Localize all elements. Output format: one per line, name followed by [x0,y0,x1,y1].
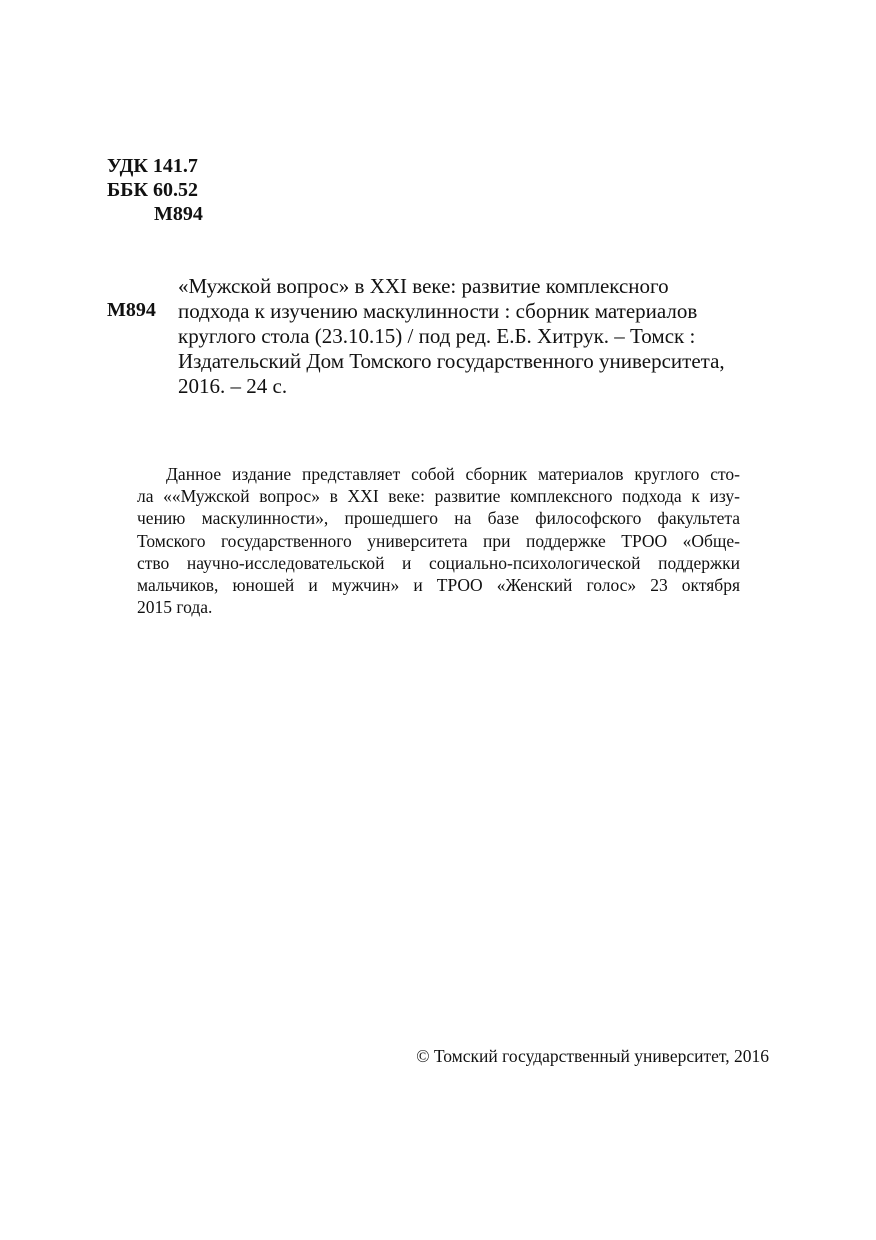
annotation-line: мальчиков, юношей и мужчин» и ТРОО «Женский голос» 23 октября [137,575,740,596]
entry-line: подхода к изучению маскулинности : сборник материалов [178,299,698,323]
annotation-line: ство научно-исследовательской и социально-психологической поддержки [137,552,740,573]
annotation-line: чению маскулинности», прошедшего на базе философского факультета [137,508,740,529]
annotation-line: ла ««Мужской вопрос» в XXI веке: развитие комплексного подхода к изу- [137,486,740,507]
annotation-line: Данное издание представляет собой сборник материалов круглого сто- [166,464,740,484]
annotation-line: Томского государственного университета при поддержке ТРОО «Обще- [137,530,740,551]
entry-line: «Мужской вопрос» в XXI веке: развитие комплексного [178,274,669,298]
annotation-paragraph [137,463,740,618]
author-mark: М894 [154,203,203,225]
udk-code: УДК 141.7 [107,155,198,177]
entry-line: круглого стола (23.10.15) / под ред. Е.Б. Хитрук. – Томск : [178,324,696,348]
entry-description [178,274,778,399]
entry-line: Издательский Дом Томского государственного университета, [178,349,725,373]
classification-block [107,154,203,226]
copyright-notice: © Томский государственный университет, 2016 [416,1046,769,1066]
entry-line: 2016. – 24 с. [178,374,288,398]
bbk-code: ББК 60.52 [107,179,198,201]
entry-author-mark: М894 [107,299,156,321]
annotation-line: 2015 года. [137,597,213,618]
